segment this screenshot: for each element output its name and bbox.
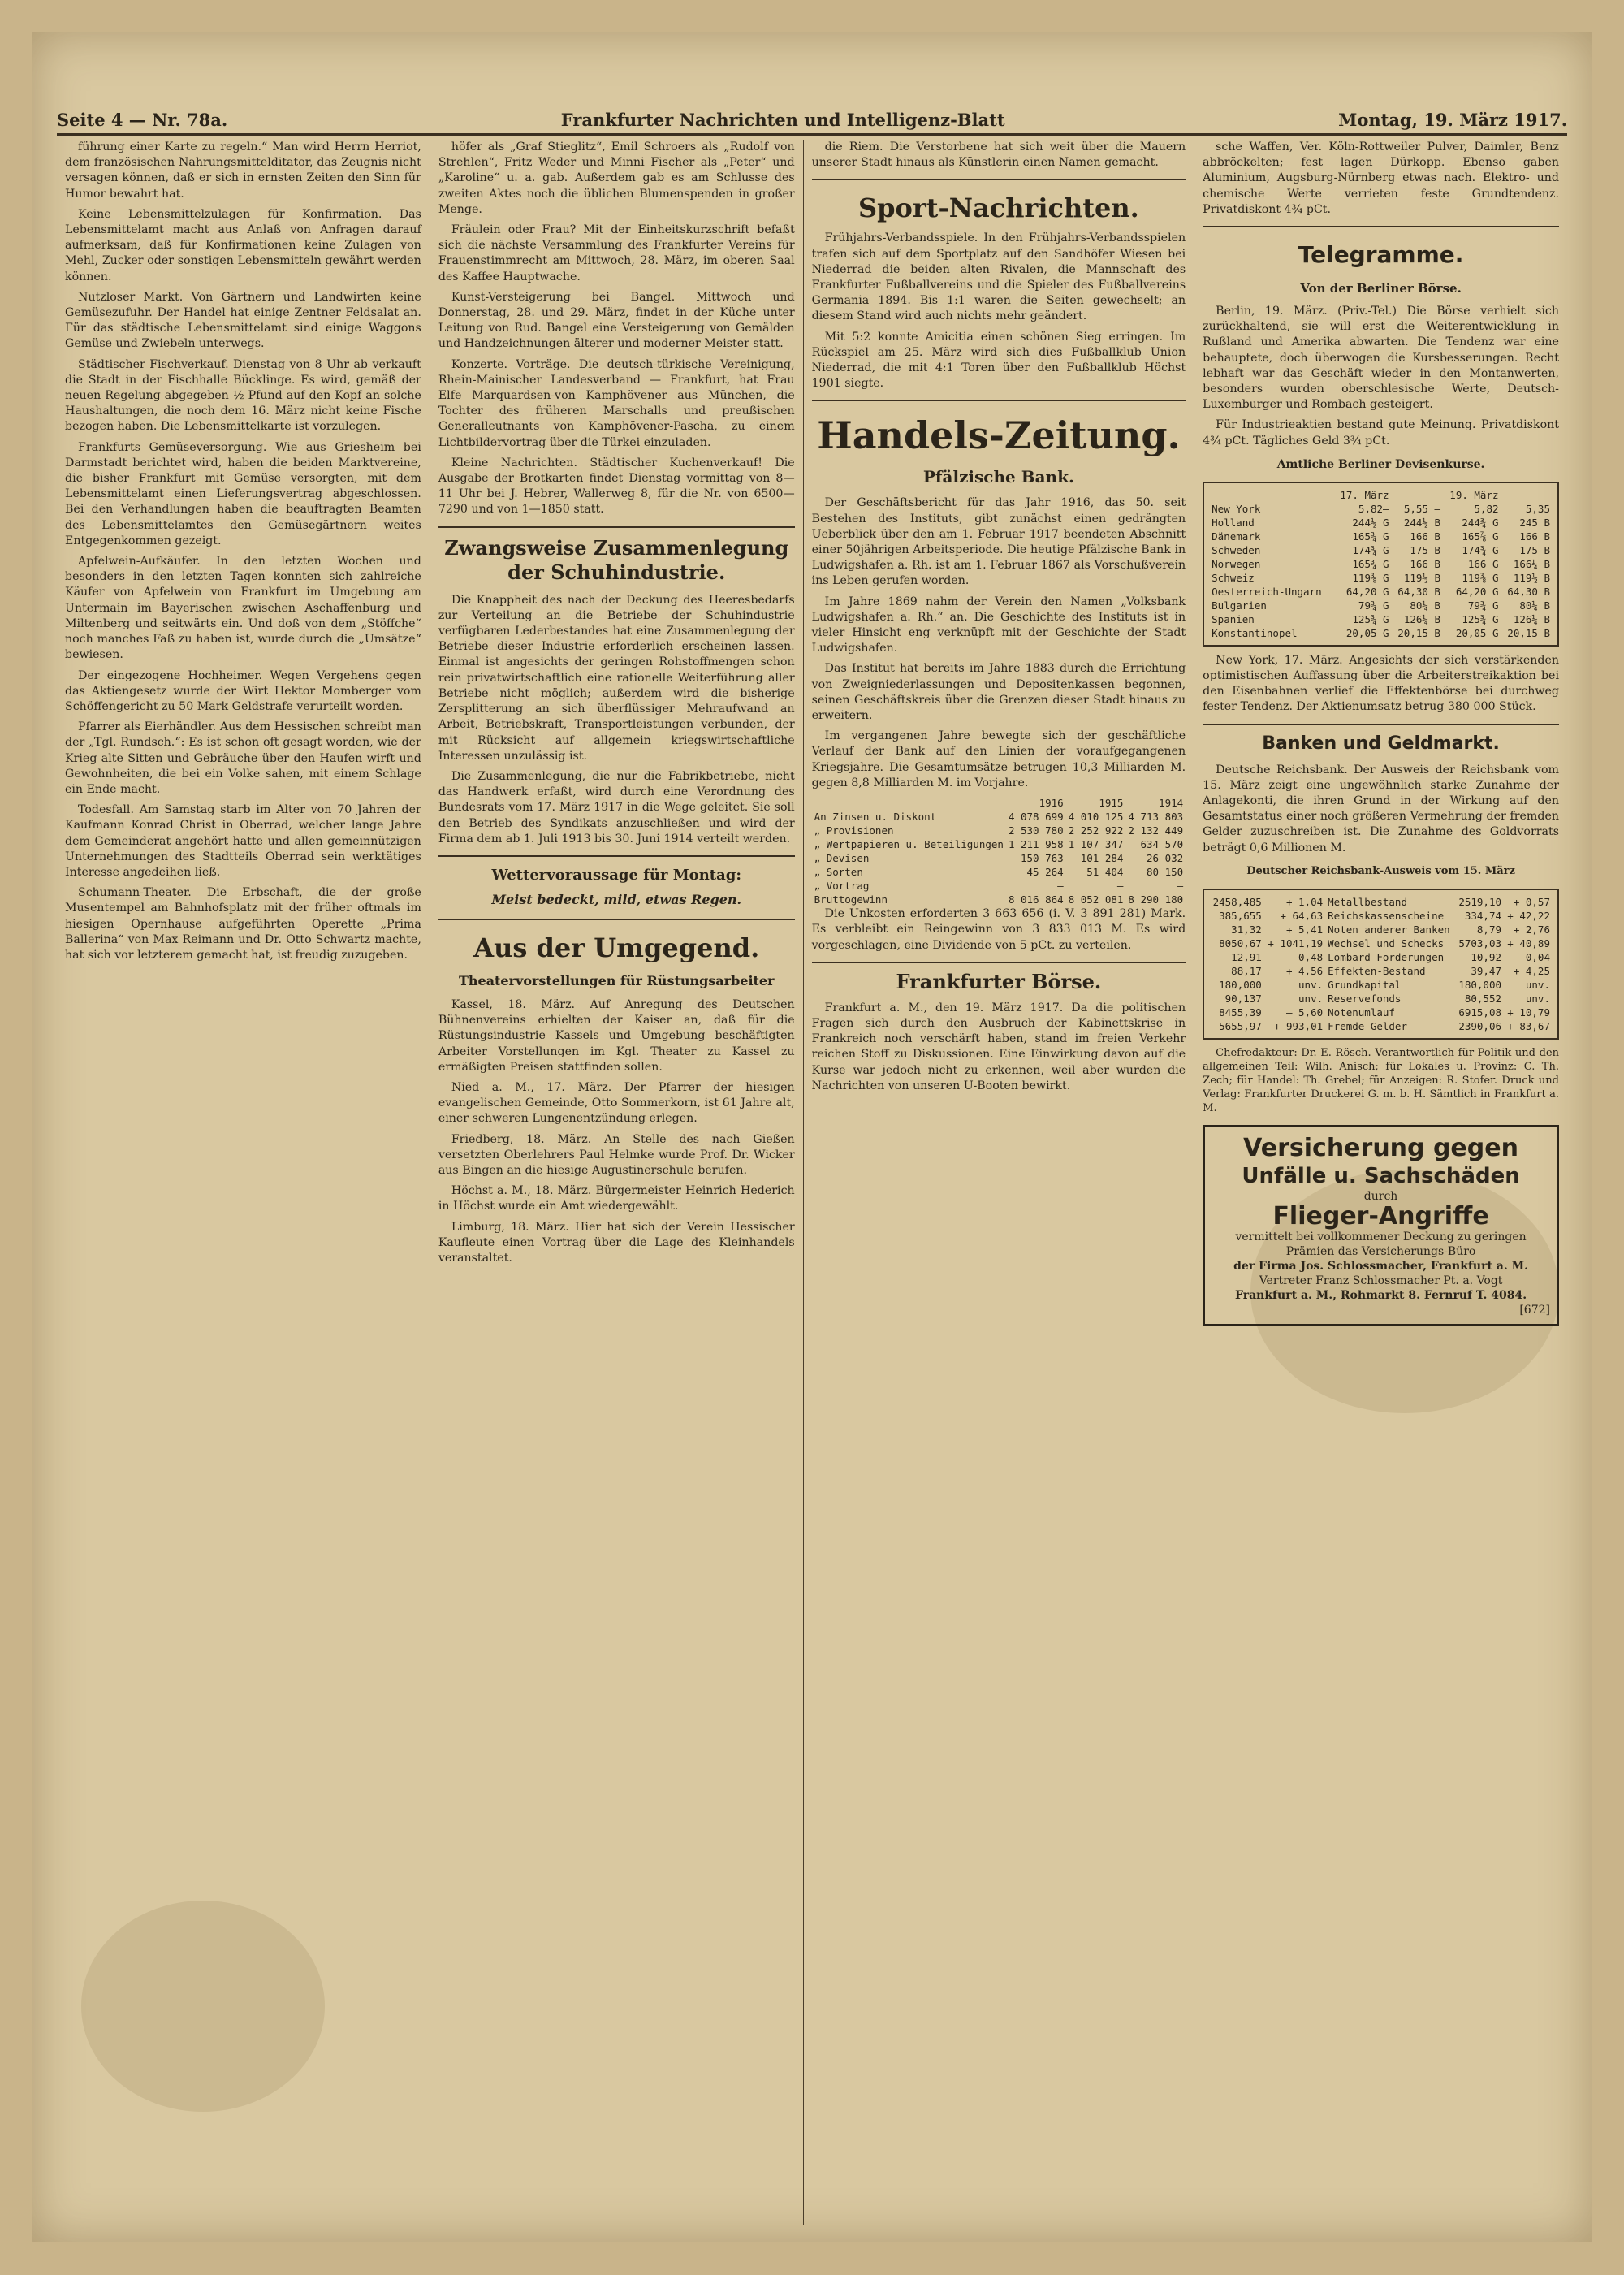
table-cell: + 40,89: [1507, 936, 1550, 949]
table-cell: 2519,10: [1458, 895, 1501, 908]
section-title-schuhindustrie: Zwangsweise Zusammenlegung der Schuhindustrie.: [444, 535, 789, 584]
table-cell: 244½ G: [1352, 516, 1389, 529]
table-cell: „ Provisionen: [814, 824, 894, 837]
article-paragraph: Mit 5:2 konnte Amicitia einen schönen Sieg erringen. Im Rückspiel am 25. März wird sich dies Fußballklub Union Niederrad, die mit 4:1 Toren über den Fußballklub Höchst 1901 siegte.: [811, 330, 1186, 391]
subheading-pfaelzische-bank: Pfälzische Bank.: [922, 467, 1074, 487]
table-cell: 88,17: [1231, 964, 1262, 977]
table-cell: Metallbestand: [1328, 895, 1407, 908]
table-cell: 20,15 B: [1397, 626, 1440, 639]
section-title-banken: Banken und Geldmarkt.: [1262, 733, 1500, 754]
divider: [438, 919, 795, 920]
table-cell: Wechsel und Schecks: [1328, 936, 1445, 949]
article-paragraph: die Riem. Die Verstorbene hat sich weit über die Mauern unserer Stadt hinaus als Künstlerin einen Namen gemacht.: [811, 141, 1186, 170]
table-cell: 64,30 B: [1397, 585, 1440, 598]
table-cell: + 2,76: [1513, 923, 1550, 936]
table-cell: New York: [1212, 502, 1261, 515]
table-row: [1209, 1019, 1553, 1033]
newspaper-page: [32, 32, 1592, 2242]
article-paragraph: Der eingezogene Hochheimer. Wegen Vergehens gegen das Aktiengesetz wurde der Wirt Hektor Momberger vom Schöffengericht zu 50 Mark Geldstrafe verurteilt worden.: [65, 668, 421, 713]
article-paragraph: Der Geschäftsbericht für das Jahr 1916, das 50. seit Bestehen des Instituts, gibt zunächst einen gedrängten Ueberblick über den am 1. Februar 1917 beendeten Abschnitt einer 50jährigen Arbeitsperiode. Die heutige Pfälzische Bank in Ludwigshafen a. Rh. ist am 1. Februar 1867 als Vorschußverein ins Leben gerufen worden.: [811, 496, 1186, 588]
table-cell: 80¼ B: [1519, 599, 1550, 612]
table-row: [812, 810, 1186, 824]
table-cell: 634 570: [1140, 838, 1184, 851]
reichsbank-table: [1209, 895, 1553, 1033]
weather-text: Meist bedeckt, mild, etwas Regen.: [491, 891, 742, 907]
table-cell: Fremde Gelder: [1328, 1019, 1407, 1032]
table-row: [1209, 585, 1553, 599]
table-row: [812, 851, 1186, 865]
article-paragraph: Die Knappheit des nach der Deckung des Heeresbedarfs zur Verteilung an die Betriebe der Schuhindustrie verfügbaren Lederbestandes hat eine Zusammenlegung der Betriebe dieser Industrie erforderlich erscheinen lassen. Einmal ist angesichts der geringen Rohstoffmengen schon rein privatwirtschaftlich eine rationelle Weiterführung aller Betriebe nicht möglich; außerdem wird die bisherige Zersplitterung an sich überflüssiger Mehraufwand an Arbeit, Betriebskraft, Transportleistungen verbunden, der mit Rücksicht auf allgemein kriegswirtschaftliche Interessen unzulässig ist.: [438, 593, 795, 763]
article-paragraph: Nied a. M., 17. März. Der Pfarrer der hiesigen evangelischen Gemeinde, Otto Sommerkorn, ist 61 Jahre alt, einer schweren Lungenentzündung erlegen.: [438, 1080, 795, 1126]
table-cell: An Zinsen u. Diskont: [814, 811, 937, 824]
table-cell: Reichskassenscheine: [1328, 909, 1445, 922]
ad-line: Flieger-Angriffe: [1272, 1201, 1489, 1230]
table-cell: „ Devisen: [814, 852, 870, 865]
table-cell: 64,20 G: [1345, 585, 1389, 598]
table-cell: 8 290 180: [1128, 893, 1184, 906]
table-cell: 244½ B: [1403, 516, 1440, 529]
table-cell: Norwegen: [1212, 557, 1261, 570]
article-paragraph: Konzerte. Vorträge. Die deutsch-türkische Vereinigung, Rhein-Mainischer Landesverband — Frankfurt, hat Frau Elfe Marquardsen-von Kamphövener aus München, die Tochter des früheren Marschalls und preußischen Generalleutnants von Kamphövener-Pascha, zu einem Lichtbildervortrag über die Türkei einzuladen.: [438, 357, 795, 449]
table-cell: 6915,08: [1458, 1006, 1501, 1019]
bank-results-table: [812, 796, 1186, 906]
column-1: [57, 140, 430, 2225]
table-cell: + 993,01: [1273, 1019, 1324, 1032]
table-cell: 4 078 699: [1008, 811, 1064, 824]
table-cell: — 0,04: [1513, 950, 1550, 963]
table-cell: 119⅜ G: [1352, 571, 1389, 584]
table-row: [1209, 964, 1553, 978]
table-cell: Dänemark: [1212, 530, 1261, 543]
table-cell: Bruttogewinn: [814, 893, 888, 906]
table-row: [1209, 978, 1553, 992]
reichsbank-title: Deutscher Reichsbank-Ausweis vom 15. März: [1246, 864, 1515, 877]
table-cell: unv.: [1298, 978, 1324, 991]
column-4: [1194, 140, 1567, 2225]
table-cell: 20,05 G: [1455, 626, 1499, 639]
page-header: [57, 97, 1567, 136]
divider: [812, 962, 1186, 963]
table-cell: Grundkapital: [1328, 978, 1402, 991]
table-cell: 166 G: [1467, 557, 1499, 570]
table-row: [1209, 599, 1553, 612]
table-cell: 2390,06: [1458, 1019, 1501, 1032]
table-row: [1209, 992, 1553, 1006]
table-cell: 166¼ B: [1513, 557, 1550, 570]
table-cell: Reservefonds: [1328, 992, 1402, 1005]
table-cell: [812, 796, 1006, 810]
article-paragraph: New York, 17. März. Angesichts der sich verstärkenden optimistischen Auffassung über die Arbeiterstreikaktion bei den Eisenbahnen verlief die Effektenbörse bei durchweg fester Tendenz. Der Aktienumsatz betrug 380 000 Stück.: [1203, 653, 1559, 714]
table-cell: 119½ B: [1513, 571, 1550, 584]
header-page-number: Seite 4 — Nr. 78a.: [57, 110, 228, 130]
table-cell: 80 150: [1147, 866, 1184, 879]
table-cell: [1501, 488, 1553, 502]
table-row: [812, 879, 1186, 893]
table-cell: —: [1057, 880, 1064, 893]
article-paragraph: Die Zusammenlegung, die nur die Fabrikbetriebe, nicht das Handwerk erfaßt, wird durch eine Verordnung des Bundesrats vom 17. März 1917 in die Wege geleitet. Sie soll den Betrieb des Syndikats anzuschließen und wird der Firma dem ab 1. Juli 1913 bis 30. Juni 1914 verteilt werden.: [438, 769, 795, 846]
section-title-umgegend: Aus der Umgegend.: [473, 932, 760, 963]
article-paragraph: Frankfurts Gemüseversorgung. Wie aus Griesheim bei Darmstadt berichtet wird, haben die beiden Marktvereine, die bisher Frankfurt mit Gemüse versorgten, mit dem Lebensmittelamt einen Lieferungsvertrag abgeschlossen. Bei den Verhandlungen haben die beauftragten Beamten des Lebensmittelamtes den Gemüsegärtnern weites Entgegenkommen gezeigt.: [65, 440, 421, 547]
table-cell: 5703,03: [1458, 936, 1501, 949]
article-paragraph: Deutsche Reichsbank. Der Ausweis der Reichsbank vom 15. März zeigt eine ungewöhnlich starke Zunahme der Anlagekonti, die ihren Grund in der Wirkung auf den Gesamtstatus einer noch größeren Vermehrung der fremden Gelder zuzuschreiben ist. Die Zunahme des Goldvorrats beträgt 0,6 Millionen M.: [1203, 763, 1559, 854]
table-row: [1209, 557, 1553, 571]
table-cell: 5,82: [1474, 502, 1499, 515]
article-paragraph: führung einer Karte zu regeln.“ Man wird Herrn Herriot, dem französischen Nahrungsmittelditator, das Zeugnis nicht versagen können, daß er sich in ernsten Zeiten den Sinn für Humor bewahrt hat.: [65, 141, 421, 201]
article-paragraph: Die Unkosten erforderten 3 663 656 (i. V. 3 891 281) Mark. Es verbleibt ein Reingewinn von 3 833 013 M. Es wird vorgeschlagen, eine Dividende von 5 pCt. zu verteilen.: [811, 907, 1186, 952]
table-cell: 4 010 125: [1068, 811, 1124, 824]
article-paragraph: Nutzloser Markt. Von Gärtnern und Landwirten keine Gemüsezufuhr. Der Handel hat einige Zentner Feldsalat an. Für das städtische Lebensmittelamt sind einige Waggons Gemüse und Zwiebeln unterwegs.: [65, 290, 421, 351]
table-cell: „ Wertpapieren u. Beteiligungen: [814, 838, 1004, 851]
table-cell: 8455,39: [1219, 1006, 1262, 1019]
divider: [1203, 724, 1559, 725]
table-cell: 80¼ B: [1410, 599, 1440, 612]
subheading-berliner-boerse: Von der Berliner Börse.: [1300, 281, 1462, 296]
table-cell: 150 763: [1021, 852, 1064, 865]
table-cell: 2 132 449: [1128, 824, 1184, 837]
divider: [812, 400, 1186, 401]
table-cell: 126¼ B: [1513, 612, 1550, 625]
table-cell: — 5,60: [1285, 1006, 1324, 1019]
table-cell: „ Sorten: [814, 866, 863, 879]
table-cell: unv.: [1525, 978, 1550, 991]
ad-code: [672]: [1519, 1303, 1550, 1317]
table-cell: 79¾ G: [1467, 599, 1499, 612]
table-cell: + 4,25: [1513, 964, 1550, 977]
article-paragraph: Frankfurt a. M., den 19. März 1917. Da die politischen Fragen sich durch den Ausbruch der Kabinettskrise in Frankreich noch verschärft haben, stand im freien Verkehr reichen Stoff zu Diskussionen. Eine Einwirkung davon auf die Kurse war jedoch nicht zu erkennen, weil aber wurden die Nachrichten von unseren U-Booten bewirkt.: [811, 1001, 1186, 1092]
table-cell: [1209, 488, 1333, 502]
table-cell: 31,32: [1231, 923, 1262, 936]
table-cell: [1392, 488, 1443, 502]
section-title-boerse: Frankfurter Börse.: [896, 969, 1102, 993]
table-row: [1209, 909, 1553, 923]
subheading-theater: Theatervorstellungen für Rüstungsarbeiter: [458, 972, 775, 988]
table-cell: 79¾ G: [1358, 599, 1389, 612]
divider: [1203, 226, 1559, 227]
table-row: [1209, 543, 1553, 557]
table-cell: 19. März: [1449, 488, 1499, 501]
article-paragraph: sche Waffen, Ver. Köln-Rottweiler Pulver, Daimler, Benz abbröckelten; fest lagen Dürkopp. Ebenso gaben Aluminium, Augsburg-Nürnberg etwas nach. Elektro- und chemische Werte verrieten feste Grundtendenz. Privatdiskont 4¾ pCt.: [1203, 141, 1559, 216]
weather-title: Wettervoraussage für Montag:: [491, 866, 741, 884]
table-cell: — 0,48: [1285, 950, 1324, 963]
table-cell: Oesterreich-Ungarn: [1212, 585, 1322, 598]
article-paragraph: Berlin, 19. März. (Priv.-Tel.) Die Börse verhielt sich zurückhaltend, sie will erst die Weiterentwicklung in Rußland und Amerika abwarten. Die Tendenz war eine behauptete, doch überwogen die Kursbesserungen. Recht lebhaft war das Geschäft wieder in den Montanwerten, besonders wurden oberschlesische Werte, Deutsch-Luxemburger und Rombach gesteigert.: [1203, 305, 1559, 412]
article-paragraph: Frühjahrs-Verbandsspiele. In den Frühjahrs-Verbandsspielen trafen sich auf dem Sportplatz auf den Sandhöfer Wiesen bei Niederrad die beiden alten Rivalen, die Mannschaft des Frankfurter Fußballvereins und die Spieler des Fußballvereins Germania 1894. Bis 1:1 waren die Seiten gewechselt; an diesem Stand wird auch nichts mehr geändert.: [811, 231, 1186, 323]
table-cell: 8050,67: [1219, 936, 1262, 949]
table-row: [1209, 626, 1553, 640]
table-cell: Holland: [1212, 516, 1255, 529]
table-cell: + 42,22: [1507, 909, 1550, 922]
table-row: [812, 893, 1186, 906]
article-paragraph: Apfelwein-Aufkäufer. In den letzten Wochen und besonders in den letzten Tagen konnten sich zahlreiche Käufer von Apfelwein von Frankfurt im Umgebung am Untermain im Bayerischen zwischen Aschaffenburg und Miltenberg und seitwärts ein. Und doß von dem „Stöffche“ noch manches Faß zu haben ist, wurde durch die „Umsätze“ bewiesen.: [65, 555, 421, 662]
table-cell: 5,82—: [1358, 502, 1389, 515]
table-cell: 1915: [1099, 797, 1124, 810]
table-cell: 174¾ G: [1462, 543, 1499, 556]
table-cell: 175 B: [1519, 543, 1550, 556]
ad-line: vermittelt bei vollkommener Deckung zu geringen Prämien das Versicherungs-Büro: [1235, 1230, 1527, 1258]
table-cell: 166 B: [1519, 530, 1550, 543]
table-row: [1209, 488, 1553, 502]
table-cell: 80,552: [1464, 992, 1501, 1005]
table-cell: unv.: [1298, 992, 1324, 1005]
section-title-handels-zeitung: Handels-Zeitung.: [817, 413, 1181, 458]
table-cell: —: [1177, 880, 1184, 893]
devisen-table: [1209, 488, 1553, 640]
article-paragraph: Kunst-Versteigerung bei Bangel. Mittwoch und Donnerstag, 28. und 29. März, findet in der Küche unter Leitung von Rud. Bangel eine Versteigerung von Gemälden und Handzeichnungen älterer und moderner Meister statt.: [438, 290, 795, 351]
article-paragraph: Höchst a. M., 18. März. Bürgermeister Heinrich Hederich in Höchst wurde ein Amt wiedergewählt.: [438, 1184, 795, 1213]
article-paragraph: Limburg, 18. März. Hier hat sich der Verein Hessischer Kaufleute einen Vortrag über die Lage des Kleinhandels veranstaltet.: [438, 1220, 795, 1265]
table-cell: + 4,56: [1285, 964, 1324, 977]
table-row: [1209, 950, 1553, 964]
table-cell: 5,55 —: [1403, 502, 1440, 515]
table-row: [812, 796, 1186, 810]
section-title-telegramme: Telegramme.: [1298, 241, 1464, 269]
table-cell: 1914: [1159, 797, 1184, 810]
table-cell: 166 B: [1410, 557, 1440, 570]
table-cell: 1 107 347: [1068, 838, 1124, 851]
table-cell: Noten anderer Banken: [1328, 923, 1450, 936]
table-cell: 2458,485: [1212, 895, 1262, 908]
divider: [812, 179, 1186, 180]
ad-line: Unfälle u. Sachschäden: [1242, 1163, 1520, 1188]
table-cell: 175 B: [1410, 543, 1440, 556]
table-row: [1209, 502, 1553, 516]
table-row: [1209, 612, 1553, 626]
table-cell: 39,47: [1471, 964, 1501, 977]
table-cell: 180,000: [1458, 978, 1501, 991]
divider: [438, 526, 795, 528]
table-cell: 10,92: [1471, 950, 1501, 963]
table-cell: 165¾ G: [1352, 530, 1389, 543]
table-cell: 5,35: [1525, 502, 1550, 515]
table-cell: 1 211 958: [1008, 838, 1064, 851]
article-paragraph: Für Industrieaktien bestand gute Meinung. Privatdiskont 4¾ pCt. Tägliches Geld 3¾ pCt.: [1203, 418, 1559, 448]
article-paragraph: Pfarrer als Eierhändler. Aus dem Hessischen schreibt man der „Tgl. Rundsch.“: Es ist schon oft gesagt worden, wie der Krieg alte Sitten und Gebräuche über den Haufen wirft und Gewohnheiten, die bei ein Volke sahen, mit einem Schlage ein Ende macht.: [65, 720, 421, 796]
table-cell: 244¾ G: [1462, 516, 1499, 529]
table-cell: 8 052 081: [1068, 893, 1124, 906]
table-cell: 26 032: [1147, 852, 1184, 865]
table-cell: 64,20 G: [1455, 585, 1499, 598]
table-cell: 165⅞ G: [1462, 530, 1499, 543]
table-row: [1209, 571, 1553, 585]
table-cell: 2 252 922: [1068, 824, 1124, 837]
column-2: [430, 140, 804, 2225]
table-cell: „ Vortrag: [814, 880, 870, 893]
table-cell: 8,79: [1476, 923, 1501, 936]
table-cell: —: [1116, 880, 1124, 893]
table-cell: 4 713 803: [1128, 811, 1184, 824]
table-cell: 119⅜ G: [1462, 571, 1499, 584]
table-row: [812, 865, 1186, 879]
column-3: [804, 140, 1195, 2225]
divider: [438, 855, 795, 857]
table-cell: 166 B: [1410, 530, 1440, 543]
columns: [57, 140, 1567, 2225]
devisen-title: Amtliche Berliner Devisenkurse.: [1276, 457, 1485, 471]
table-cell: 17. März: [1340, 488, 1389, 501]
table-cell: 180,000: [1219, 978, 1262, 991]
table-cell: 45 264: [1026, 866, 1064, 879]
article-paragraph: Schumann-Theater. Die Erbschaft, die der große Musentempel am Bahnhofsplatz mit der früher oftmals im hiesigen Opernhause aufgeführten Operette „Prima Ballerina“ von Max Reimann und Dr. Otto Schwartz machte, hat sich vor letzterem gemacht hat, ist freudig zuzugeben.: [65, 886, 421, 962]
table-cell: 1916: [1039, 797, 1064, 810]
table-cell: 20,05 G: [1345, 626, 1389, 639]
table-cell: Schweiz: [1212, 571, 1255, 584]
table-cell: 51 404: [1086, 866, 1124, 879]
editors-imprint: Chefredakteur: Dr. E. Rösch. Verantwortlich für Politik und den allgemeinen Teil: Wilh. Anisch; für Lokales u. Provinz: C. Th. Zech; für Handel: Th. Grebel; für Anzeigen: R. Stofer. Druck und Verlag: Frankfurter Druckerei G. m. b. H. Sämtlich in Frankfurt a. M.: [1203, 1046, 1559, 1114]
table-cell: Schweden: [1212, 543, 1261, 556]
table-cell: + 1,04: [1285, 895, 1324, 908]
table-cell: 174¾ G: [1352, 543, 1389, 556]
table-row: [1209, 923, 1553, 936]
table-row: [1209, 516, 1553, 530]
article-paragraph: Im Jahre 1869 nahm der Verein den Namen „Volksbank Ludwigshafen a. Rh.“ an. Die Geschichte des Instituts ist in vieler Hinsicht eng verknüpft mit der Geschichte der Stadt Ludwigshafen.: [811, 595, 1186, 655]
table-cell: 125¾ G: [1352, 612, 1389, 625]
table-row: [1209, 895, 1553, 909]
article-paragraph: Friedberg, 18. März. An Stelle des nach Gießen versetzten Oberlehrers Paul Helmke wurde Prof. Dr. Wicker aus Bingen an die hiesige Augustinerschule berufen.: [438, 1132, 795, 1177]
table-cell: 90,137: [1224, 992, 1262, 1005]
table-cell: Lombard-Forderungen: [1328, 950, 1445, 963]
table-cell: + 64,63: [1280, 909, 1324, 922]
article-paragraph: Im vergangenen Jahre bewegte sich der geschäftliche Verlauf der Bank auf den Linien der voraufgegangenen Kriegsjahre. Die Gesamtumsätze betrugen 10,3 Milliarden M. gegen 8,8 Milliarden M. im Vorjahre.: [811, 729, 1186, 789]
table-cell: 20,15 B: [1507, 626, 1550, 639]
ad-line: Versicherung gegen: [1243, 1133, 1518, 1162]
table-cell: 64,30 B: [1507, 585, 1550, 598]
table-cell: 119½ B: [1403, 571, 1440, 584]
article-paragraph: Keine Lebensmittelzulagen für Konfirmation. Das Lebensmittelamt macht aus Anlaß von Anfragen darauf aufmerksam, daß für Konfirmationen keine Zulagen von Mehl, Zucker oder sonstigen Lebensmitteln gewährt werden können.: [65, 207, 421, 283]
table-cell: Bulgarien: [1212, 599, 1267, 612]
table-cell: 5655,97: [1219, 1019, 1262, 1032]
devisen-box: [1203, 482, 1559, 647]
article-paragraph: Fräulein oder Frau? Mit der Einheitskurzschrift befaßt sich die nächste Versammlung des Frankfurter Vereins für Frauenstimmrecht am Mittwoch, 28. März, im oberen Saal des Kaffee Hauptwache.: [438, 223, 795, 283]
article-paragraph: Kleine Nachrichten. Städtischer Kuchenverkauf! Die Ausgabe der Brotkarten findet Dienstag vormittag von 8—11 Uhr bei J. Hebrer, Wallerweg 8, für die Nr. von 6500—7290 und von 1—1850 statt.: [438, 456, 795, 517]
table-cell: 8 016 864: [1008, 893, 1064, 906]
article-paragraph: höfer als „Graf Stieglitz“, Emil Schroers als „Rudolf von Strehlen“, Fritz Weder und Minni Fischer als „Peter“ und „Karoline“ u. a. gab. Außerdem gab es am Schlusse des zweiten Aktes noch die üblichen Blumenspenden in großer Menge.: [438, 141, 795, 216]
table-cell: 385,655: [1219, 909, 1262, 922]
insurance-advertisement: [1203, 1125, 1559, 1326]
table-cell: Notenumlauf: [1328, 1006, 1395, 1019]
table-cell: + 83,67: [1507, 1019, 1550, 1032]
ad-line: durch: [1363, 1189, 1398, 1203]
section-title-sport: Sport-Nachrichten.: [858, 192, 1139, 224]
table-cell: 12,91: [1231, 950, 1262, 963]
header-masthead: Frankfurter Nachrichten und Intelligenz-Blatt: [560, 110, 1005, 130]
table-cell: + 5,41: [1285, 923, 1324, 936]
table-cell: unv.: [1525, 992, 1550, 1005]
header-date: Montag, 19. März 1917.: [1338, 110, 1567, 130]
table-cell: Konstantinopel: [1212, 626, 1298, 639]
table-cell: 2 530 780: [1008, 824, 1064, 837]
table-cell: 334,74: [1464, 909, 1501, 922]
table-cell: 245 B: [1519, 516, 1550, 529]
article-paragraph: Städtischer Fischverkauf. Dienstag von 8 Uhr ab verkauft die Stadt in der Fischhalle Bücklinge. Es wird, gemäß der neuen Regelung abgegeben ½ Pfund auf den Kopf an solche Haushaltungen, die noch dem 16. März nicht keine Fische bezogen haben. Die Lebensmittelkarte ist vorzulegen.: [65, 357, 421, 434]
table-cell: Effekten-Bestand: [1328, 964, 1426, 977]
article-paragraph: Das Institut hat bereits im Jahre 1883 durch die Errichtung von Zweigniederlassungen und Depositenkassen begonnen, seinen Geschäftskreis über die Grenzen dieser Stadt hinaus zu erweitern.: [811, 662, 1186, 723]
table-cell: + 0,57: [1513, 895, 1550, 908]
table-row: [812, 824, 1186, 837]
table-row: [812, 837, 1186, 851]
table-cell: + 10,79: [1507, 1006, 1550, 1019]
article-paragraph: Kassel, 18. März. Auf Anregung des Deutschen Bühnenvereins erhielten der Kaiser an, daß für die Rüstungsindustrie Kassels und Umgebung beschäftigten Arbeiter Vorstellungen im Kgl. Theater zu Kassel zu ermäßigten Preisen stattfinden sollen.: [438, 997, 795, 1074]
table-cell: + 1041,19: [1268, 936, 1324, 949]
table-row: [1209, 530, 1553, 543]
ad-line: der Firma Jos. Schlossmacher, Frankfurt a. M.: [1233, 1259, 1529, 1273]
table-cell: 126¼ B: [1403, 612, 1440, 625]
table-cell: 165¾ G: [1352, 557, 1389, 570]
ad-line: Frankfurt a. M., Rohmarkt 8. Fernruf T. 4084.: [1235, 1288, 1527, 1302]
table-cell: 125¾ G: [1462, 612, 1499, 625]
table-cell: 101 284: [1080, 852, 1124, 865]
reichsbank-box: [1203, 889, 1559, 1040]
table-cell: Spanien: [1212, 612, 1255, 625]
article-paragraph: Todesfall. Am Samstag starb im Alter von 70 Jahren der Kaufmann Konrad Christ in Oberrad, welcher lange Jahre dem Gemeinderat angehört hatte und allen gemeinnützigen Unternehmungen des Stadtteils Oberrad sein werktätiges Interesse angedeihen ließ.: [65, 803, 421, 879]
table-row: [1209, 1006, 1553, 1019]
ad-line: Vertreter Franz Schlossmacher Pt. a. Vogt: [1259, 1274, 1503, 1287]
table-row: [1209, 936, 1553, 950]
